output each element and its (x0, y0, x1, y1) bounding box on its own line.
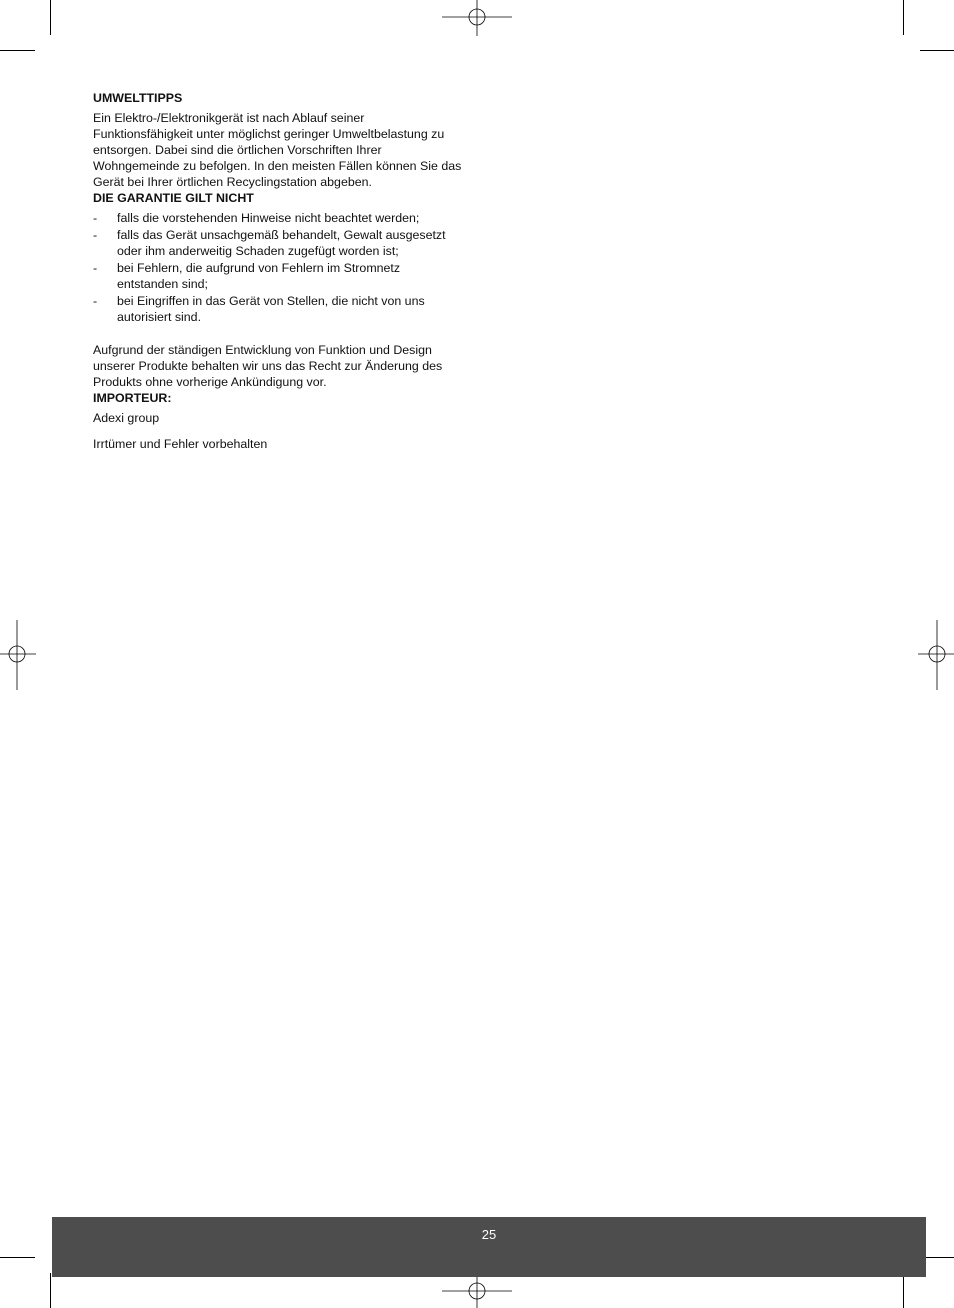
text-line: autorisiert sind. (117, 310, 202, 324)
text-line: Ein Elektro-/Elektronikgerät ist nach Ablauf seiner (93, 111, 365, 125)
heading-importeur: IMPORTEUR: (93, 391, 172, 405)
text-line: oder ihm anderweitig Schaden zugefügt worden ist; (117, 244, 399, 258)
dash-bullet: - (93, 211, 98, 225)
garantie-exclusions-list (93, 210, 473, 325)
text-line: bei Eingriffen in das Gerät von Stellen, die nicht von uns (117, 294, 425, 308)
crop-mark-bottom-right-vertical (903, 1273, 904, 1308)
text-line: Aufgrund der ständigen Entwicklung von Funktion und Design (93, 343, 432, 357)
crop-mark-bottom-left-horizontal (0, 1257, 35, 1258)
crop-mark-bottom-left-vertical (50, 1273, 51, 1308)
dash-bullet: - (93, 294, 98, 308)
heading-umwelttipps: UMWELTTIPPS (93, 91, 183, 105)
list-item (93, 227, 473, 259)
footer-bar (52, 1217, 926, 1277)
registration-mark-right-icon (918, 620, 954, 690)
text-line: entsorgen. Dabei sind die örtlichen Vorschriften Ihrer (93, 143, 382, 157)
heading-garantie: DIE GARANTIE GILT NICHT (93, 191, 254, 205)
document-body (93, 90, 473, 452)
list-item (93, 260, 473, 292)
list-item (93, 210, 473, 226)
importer-name: Adexi group (93, 411, 160, 425)
registration-mark-left-icon (0, 620, 36, 690)
text-line: unserer Produkte behalten wir uns das Recht zur Änderung des (93, 359, 443, 373)
dash-bullet: - (93, 228, 98, 242)
text-line: Gerät bei Ihrer örtlichen Recyclingstation abgeben. (93, 175, 372, 189)
disclaimer-text: Irrtümer und Fehler vorbehalten (93, 437, 268, 451)
text-line: falls das Gerät unsachgemäß behandelt, Gewalt ausgesetzt (117, 228, 446, 242)
registration-mark-top-icon (442, 0, 512, 36)
text-line: Funktionsfähigkeit unter möglichst geringer Umweltbelastung zu (93, 127, 445, 141)
registration-mark-bottom-icon (442, 1272, 512, 1308)
paragraph-product-changes (93, 342, 473, 390)
crop-mark-top-right-horizontal (920, 50, 954, 51)
list-item (93, 293, 473, 325)
text-line: bei Fehlern, die aufgrund von Fehlern im Stromnetz (117, 261, 401, 275)
text-line: Wohngemeinde zu befolgen. In den meisten Fällen können Sie das (93, 159, 462, 173)
page-number: 25 (481, 1227, 497, 1242)
text-line: Produkts ohne vorherige Ankündigung vor. (93, 375, 327, 389)
text-line: entstanden sind; (117, 277, 208, 291)
dash-bullet: - (93, 261, 98, 275)
crop-mark-top-right-vertical (903, 0, 904, 35)
crop-mark-top-left-vertical (50, 0, 51, 35)
crop-mark-top-left-horizontal (0, 50, 35, 51)
text-line: falls die vorstehenden Hinweise nicht beachtet werden; (117, 211, 420, 225)
paragraph-umwelttipps (93, 110, 473, 190)
